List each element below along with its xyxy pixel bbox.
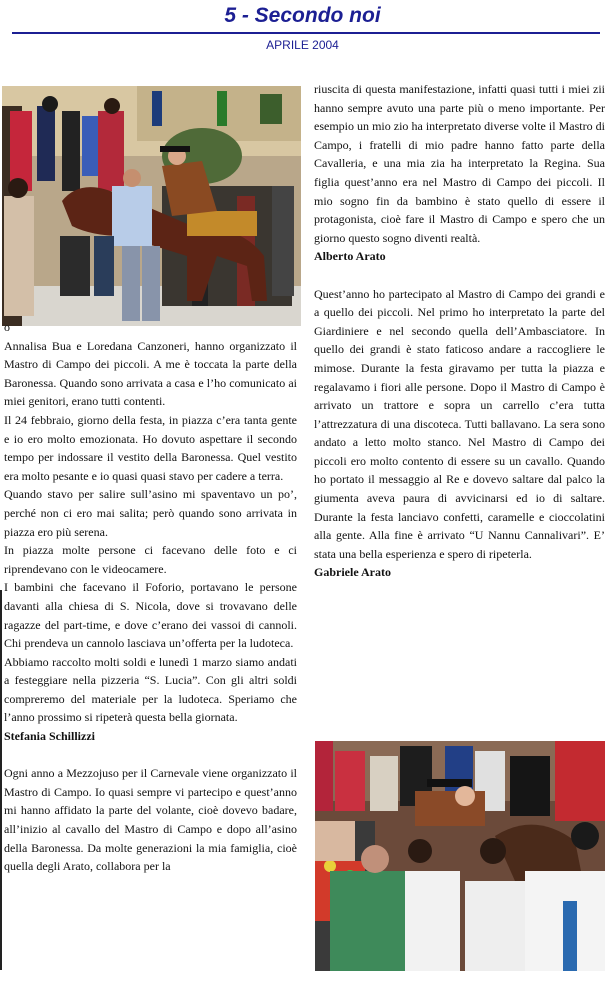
article-paragraph: I bambini che facevano il Foforio, portavano le persone davanti alla chiesa di S. Nicola, dove si trovavano delle ragazze del part-time, e dove c’erano dei vassoi di cannoli. Chi prendeva un cannolo lasciava un’offerta per la ludoteca. <box>4 580 297 651</box>
author-signature: Alberto Arato <box>314 249 386 264</box>
photo-horse-procession <box>2 86 301 326</box>
left-column <box>4 318 297 876</box>
right-column <box>314 80 605 582</box>
article-paragraph: Abbiamo raccolto molti soldi e lunedì 1 marzo siamo andati a festeggiare nella pizzeria “S. Lucia”. Con gli altri soldi compreremo del materiale per la ludoteca. Speriamo che l’anno prossimo si ripeterà questa bella giornata. <box>4 654 297 725</box>
article-paragraph: In piazza molte persone ci facevano delle foto e ci riprendevano con le videocamere. <box>4 543 297 576</box>
article-paragraph: Quando stavo per salire sull’asino mi spaventavo un po’, perché non ci ero mai salita; però quando sono arrivata in piazza ero più serena. <box>4 487 297 539</box>
author-signature: Gabriele Arato <box>314 565 391 580</box>
issue-date: APRILE 2004 <box>266 38 339 52</box>
article-paragraph: riuscita di questa manifestazione, infatti quasi tutti i miei zii hanno sempre avuto una parte più o meno importante. Per esempio un mio zio ha interpretato diverse volte il Mastro di Campo, i fratelli di mio padre hanno fatto parte della Cavalleria, e una mia zia ha interpretato la Regina. Sua figlia quest’anno era nel Mastro di Campo dei piccoli. Il mio sogno fin da bambino è stato quello di essere il protagonista, cioè fare il Mastro di Campo e spero che un giorno questo sogno diventi realtà. <box>314 82 605 245</box>
article-paragraph: Quest’anno ho partecipato al Mastro di Campo dei grandi e a quello dei piccoli. Nel primo ho interpretato la parte del Giardiniere e nel secondo quella dell’Ambasciatore. In quello dei grandi è stato faticoso andare a raccogliere le mimose. Durante la festa giravamo per tutta la piazza e regalavamo i fiori alle persone. Dopo il Mastro di Campo è arrivato un trattore e sopra un carrello c’era tutta l’attrezzatura di una discoteca. Tutti ballavano. La sera sono andato a letto molto stanco. Nel Mastro di Campo dei piccoli ero molto contento di essere su un cavallo. Quando ho portato il messaggio al Re e dovevo saltare dal palco la giumenta aveva paura di avvicinarsi ed io di saltare. Durante la festa lanciavo confetti, caramelle e cioccolatini alla gente. Alla fine è arrivato “U Nannu Cannalivari”. E’ stata una bella esperienza e spero di ripeterla. <box>314 286 605 561</box>
article-paragraph: Il 24 febbraio, giorno della festa, in piazza c’era tanta gente e io ero molto emozionata. Ho dovuto aspettare il secondo tempo per indossare il vestito della Baronessa. Quel vestito era molto pesante e io quasi quasi stavo per cadere a terra. <box>4 412 297 483</box>
page-title: 5 - Secondo noi <box>224 4 381 27</box>
stray-marker: o <box>4 320 10 334</box>
photo-carnival-crowd <box>315 741 605 971</box>
article-paragraph: Ogni anno a Mezzojuso per il Carnevale viene organizzato il Mastro di Campo. Io quasi sempre vi partecipo e quest’anno mi hanno affidato la parte del volante, cioè dovevo badare, all’inizio al cavallo del Mastro di Campo e dopo all’asino della Baronessa. Da molte generazioni la mia famiglia, cioè quella degli Arato, collabora per la <box>4 766 297 874</box>
author-signature: Stefania Schillizzi <box>4 729 95 744</box>
header-rule <box>12 32 600 34</box>
left-margin-bar <box>0 590 2 970</box>
article-paragraph: Annalisa Bua e Loredana Canzoneri, hanno organizzato il Mastro di Campo dei piccoli. A me è toccata la parte della Baronessa. Quando sono arrivata a casa e l’ho comunicato ai miei genitori, erano tutti contenti. <box>4 338 297 409</box>
